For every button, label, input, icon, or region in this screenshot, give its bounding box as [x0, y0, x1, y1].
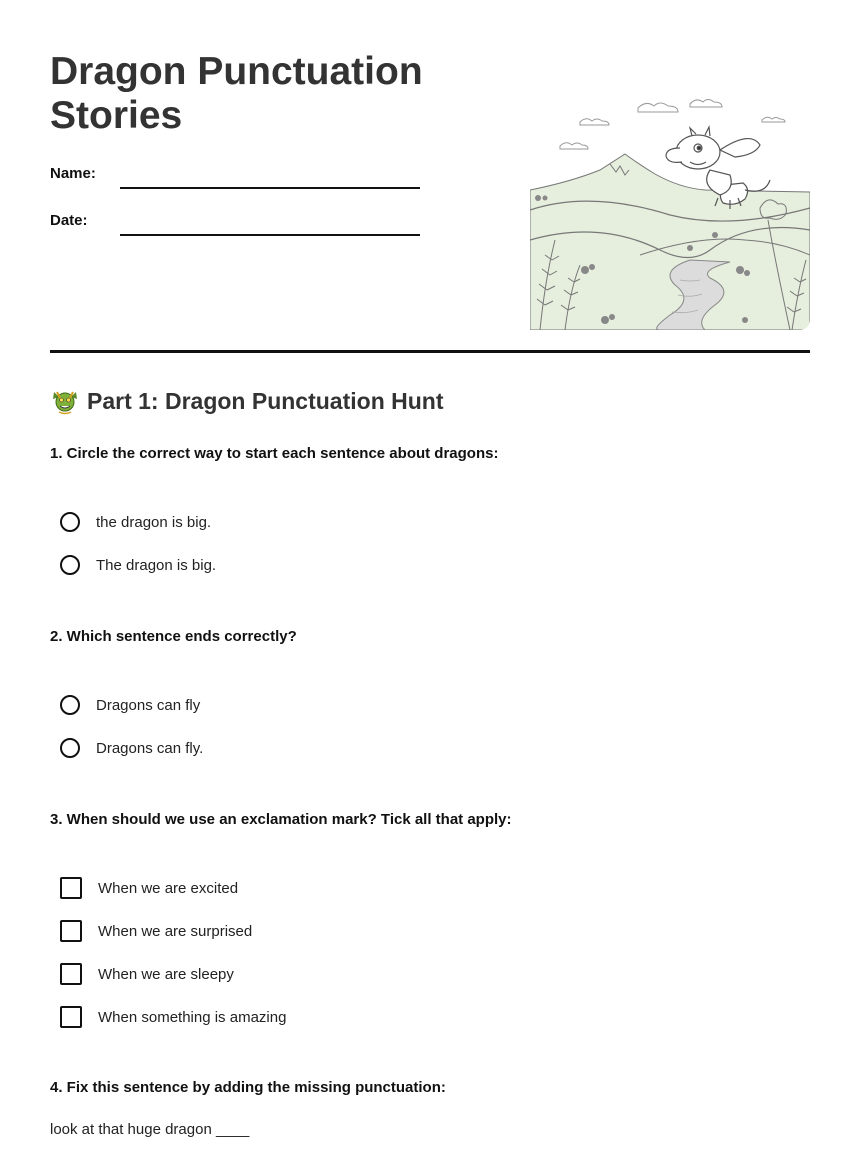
option-label: Dragons can fly.: [96, 739, 204, 757]
option-label: When something is amazing: [98, 1008, 287, 1026]
checkbox[interactable]: [60, 963, 82, 985]
checkbox[interactable]: [60, 920, 82, 942]
date-line[interactable]: [120, 234, 420, 236]
radio-button[interactable]: [60, 695, 80, 715]
q3-option-2[interactable]: [60, 920, 252, 942]
section-heading: [50, 386, 444, 416]
question-2: 2. Which sentence ends correctly?: [50, 628, 297, 645]
q3-option-3[interactable]: [60, 963, 234, 985]
option-label: When we are sleepy: [98, 965, 234, 983]
option-label: The dragon is big.: [96, 556, 217, 574]
question-3: 3. When should we use an exclamation mark? Tick all that apply:: [50, 811, 512, 828]
date-label: Date:: [50, 212, 88, 229]
q1-option-1[interactable]: [60, 512, 211, 532]
section-heading-text: Part 1: Dragon Punctuation Hunt: [87, 387, 444, 414]
radio-button[interactable]: [60, 738, 80, 758]
name-line[interactable]: [120, 187, 420, 189]
option-label: the dragon is big.: [96, 513, 212, 531]
radio-button[interactable]: [60, 512, 80, 532]
fix-sentence[interactable]: look at that huge dragon ____: [50, 1121, 250, 1138]
q3-option-1[interactable]: [60, 877, 238, 899]
radio-button[interactable]: [60, 555, 80, 575]
question-1: 1. Circle the correct way to start each sentence about dragons:: [50, 445, 499, 462]
option-label: Dragons can fly: [96, 696, 201, 714]
checkbox[interactable]: [60, 877, 82, 899]
option-label: When we are surprised: [98, 922, 253, 940]
q2-option-1[interactable]: [60, 695, 200, 715]
q1-option-2[interactable]: [60, 555, 216, 575]
q3-option-4[interactable]: [60, 1006, 286, 1028]
option-label: When we are excited: [98, 879, 239, 897]
checkbox[interactable]: [60, 1006, 82, 1028]
dragon-landscape-illustration: [530, 90, 810, 330]
question-4: 4. Fix this sentence by adding the missing punctuation:: [50, 1079, 446, 1096]
q2-option-2[interactable]: [60, 738, 203, 758]
worksheet-title: Dragon Punctuation Stories: [50, 50, 423, 137]
dragon-emoji-icon: [50, 386, 80, 416]
header-divider: [50, 350, 810, 353]
name-label: Name:: [50, 165, 96, 182]
